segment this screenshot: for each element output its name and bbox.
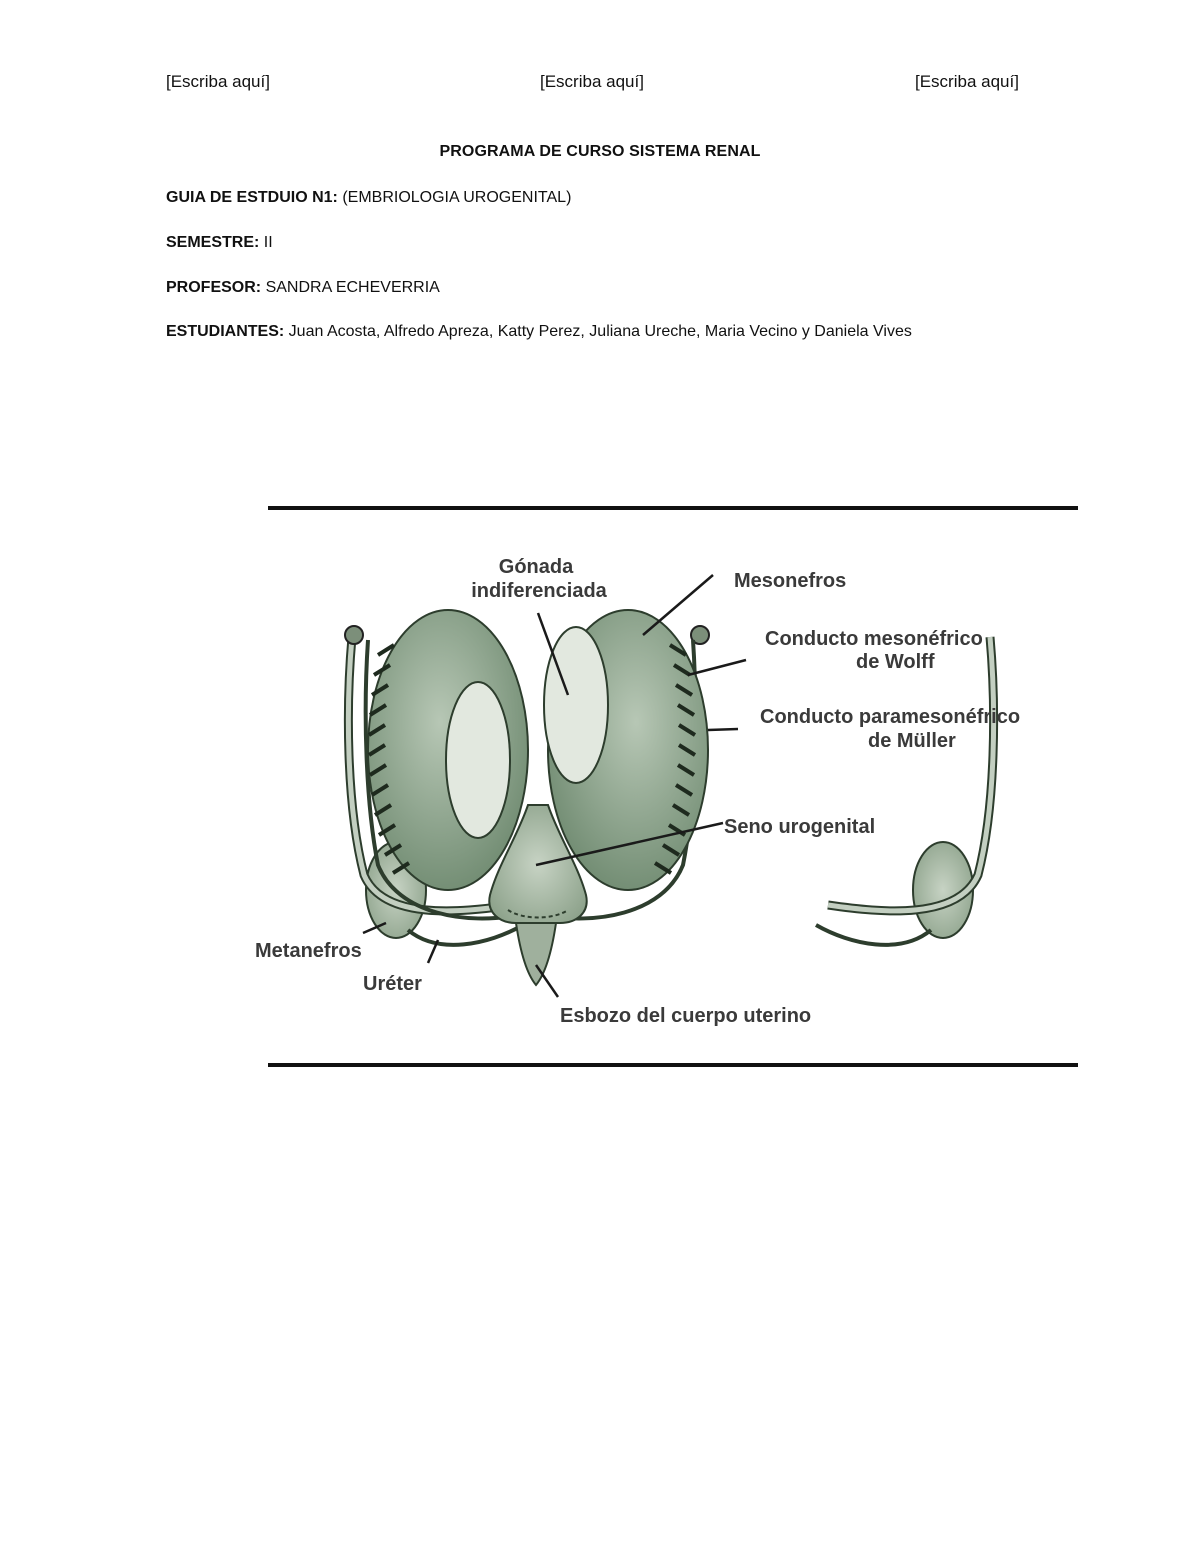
label-metanephros: Metanefros — [255, 940, 362, 962]
leader-wolff — [688, 660, 746, 675]
label-muller-line1: Conducto paramesonéfrico — [760, 706, 1021, 728]
label-uterine-bud: Esbozo del cuerpo uterino — [560, 1005, 812, 1027]
professor-label: PROFESOR: — [166, 279, 262, 296]
embryology-figure — [255, 505, 1078, 1070]
label-gonad-line1: Gónada — [498, 556, 574, 578]
ureter-right — [816, 925, 931, 945]
professor-value: SANDRA ECHEVERRIA — [261, 279, 440, 296]
label-wolff-line2: de Wolff — [856, 651, 935, 673]
urogenital-diagram — [255, 505, 1078, 1070]
uterine-bud — [516, 923, 556, 985]
guide-value: (EMBRIOLOGIA UROGENITAL) — [337, 189, 572, 206]
label-ureter: Uréter — [363, 973, 422, 995]
guide-field — [166, 184, 1036, 211]
students-value: Juan Acosta, Alfredo Apreza, Katty Perez, Juliana Ureche, Maria Vecino y Daniela Vives — [284, 323, 912, 340]
label-muller-line2: de Müller — [868, 730, 956, 752]
students-field — [166, 318, 1036, 345]
header-left-placeholder[interactable]: [Escriba aquí] — [166, 72, 270, 91]
header-center-placeholder[interactable]: [Escriba aquí] — [540, 72, 644, 91]
label-gonad-line2: indiferenciada — [471, 580, 607, 602]
figure-bottom-rule — [268, 1063, 1078, 1067]
leader-muller — [708, 729, 738, 730]
guide-label: GUIA DE ESTDUIO N1: — [166, 189, 338, 206]
label-wolff-line1: Conducto mesonéfrico — [765, 628, 983, 650]
gonad-right — [544, 627, 608, 783]
gonad-left — [446, 682, 510, 838]
semester-label: SEMESTRE: — [166, 234, 260, 251]
label-urogenital-sinus: Seno urogenital — [724, 816, 876, 838]
semester-field — [166, 229, 1036, 256]
muller-duct-left-opening — [345, 626, 363, 644]
professor-field — [166, 274, 1036, 301]
header-right-placeholder[interactable]: [Escriba aquí] — [915, 72, 1019, 91]
semester-value: II — [259, 234, 273, 251]
ureter-left — [408, 925, 523, 945]
label-mesonephros: Mesonefros — [734, 570, 847, 592]
students-label: ESTUDIANTES: — [166, 323, 285, 340]
document-title: PROGRAMA DE CURSO SISTEMA RENAL — [439, 143, 761, 160]
figure-top-rule — [268, 506, 1078, 510]
